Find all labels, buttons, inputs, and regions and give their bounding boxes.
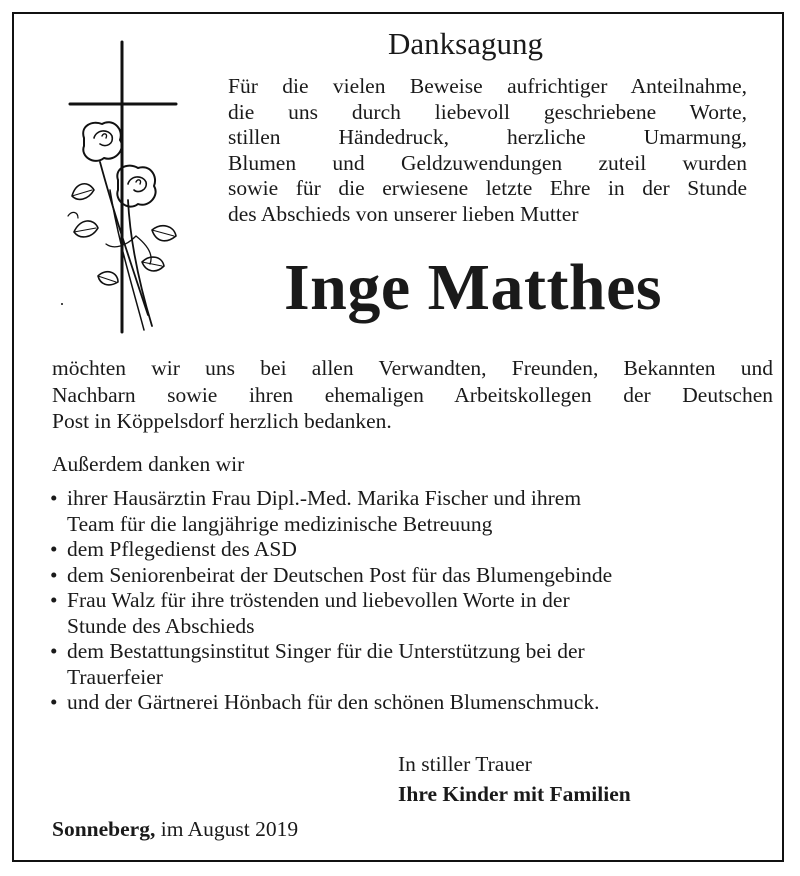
intro-paragraph xyxy=(228,74,747,228)
bullet-icon: • xyxy=(50,486,58,510)
notice-title: Danksagung xyxy=(388,26,543,61)
thanks-line: Nachbarn sowie ihren ehemaligen Arbeitskollegen der Deutschen xyxy=(52,382,773,407)
bullet-icon: • xyxy=(50,639,58,663)
thanks-line: Post in Köppelsdorf herzlich bedanken. xyxy=(52,409,392,433)
list-item-line: Team für die langjährige medizinische Betreuung xyxy=(67,511,493,536)
thanks-list xyxy=(50,486,750,716)
list-item-line: dem Pflegedienst des ASD xyxy=(67,537,297,561)
intro-line: die uns durch liebevoll geschriebene Worte, xyxy=(228,99,747,124)
list-item-line: dem Seniorenbeirat der Deutschen Post für das Blumengebinde xyxy=(67,562,613,587)
list-item-line: und der Gärtnerei Hönbach für den schönen Blumenschmuck. xyxy=(67,690,600,714)
bullet-icon: • xyxy=(50,537,58,561)
closing-line: In stiller Trauer xyxy=(398,752,532,776)
bullet-icon: • xyxy=(50,562,58,587)
date: im August 2019 xyxy=(160,817,299,841)
list-item xyxy=(50,563,750,589)
intro-line: sowie für die erwiesene letzte Ehre in der Stunde xyxy=(228,176,747,201)
list-item-line: dem Bestattungsinstitut Singer für die Unterstützung bei der xyxy=(67,639,585,663)
list-item xyxy=(50,537,750,563)
intro-line: Blumen und Geldzuwendungen zuteil wurden xyxy=(228,150,747,175)
list-item-line: ihrer Hausärztin Frau Dipl.-Med. Marika Fischer und ihrem xyxy=(67,486,582,510)
signature: Ihre Kinder mit Familien xyxy=(398,782,631,806)
also-heading: Außerdem danken wir xyxy=(52,452,245,476)
bullet-icon: • xyxy=(50,690,58,714)
cross-with-roses-icon xyxy=(58,40,180,340)
list-item xyxy=(50,690,750,716)
list-item-line: Trauerfeier xyxy=(67,664,163,689)
list-item-line: Frau Walz für ihre tröstenden und liebevollen Worte in der xyxy=(67,588,570,612)
thanks-line: möchten wir uns bei allen Verwandten, Freunden, Bekannten und xyxy=(52,356,773,380)
deceased-name: Inge Matthes xyxy=(284,251,663,324)
intro-line: Für die vielen Beweise aufrichtiger Anteilnahme, xyxy=(228,74,747,98)
list-item xyxy=(50,639,750,690)
place: Sonneberg, xyxy=(52,817,156,841)
list-item-line: Stunde des Abschieds xyxy=(67,613,255,638)
intro-line: stillen Händedruck, herzliche Umarmung, xyxy=(228,125,747,150)
place-date xyxy=(52,817,298,842)
list-item xyxy=(50,588,750,639)
bullet-icon: • xyxy=(50,588,58,612)
intro-line: des Abschieds von unserer lieben Mutter xyxy=(228,201,579,226)
list-item xyxy=(50,486,750,537)
thanks-paragraph xyxy=(52,355,773,435)
